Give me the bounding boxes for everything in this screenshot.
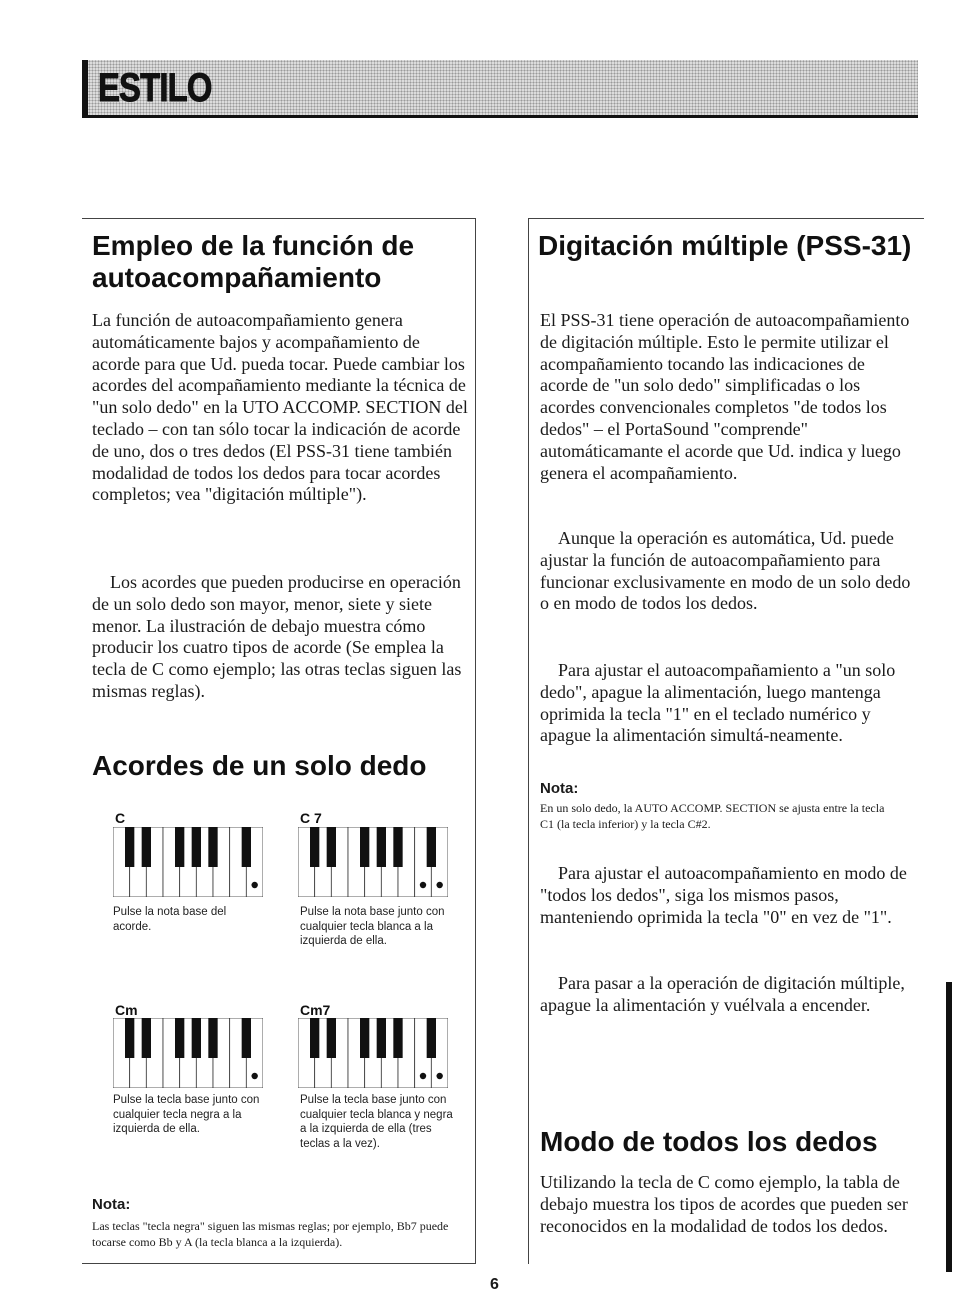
chord-label-cm7: Cm7	[300, 1002, 331, 1018]
pressed-white-key-dot	[420, 1073, 426, 1079]
black-key	[327, 827, 336, 867]
black-key	[175, 827, 184, 867]
black-key	[310, 1018, 319, 1058]
black-key	[192, 1018, 201, 1058]
black-key	[393, 827, 402, 867]
right-heading: Digitación múltiple (PSS-31)	[538, 230, 912, 261]
black-key	[310, 827, 319, 867]
section-header-bar	[82, 60, 918, 118]
right-nota-heading: Nota:	[540, 780, 579, 797]
single-finger-heading: Acordes de un solo dedo	[92, 750, 427, 781]
right-paragraph-4: Para ajustar el autoacompañamiento en modo de "todos los dedos", siga los mismos pasos, manteniendo oprimida la tecla "0" en vez de "1".	[540, 863, 907, 927]
right-paragraph-1: El PSS-31 tiene operación de autoacompañamiento de digitación múltiple. Esto le permite utilizar el acompañamiento tocando las indicaciones de acorde de "un solo dedo" simplificadas o los acordes convencionales completos "de todos los dedos" – el PortaSound "comprende" automáticamante el acorde que Ud. indica y luego genera el acompañamiento.	[540, 310, 910, 483]
header-stripe	[82, 60, 88, 115]
chord-caption-c7: Pulse la nota base junto con cualquier tecla blanca a la izquierda de ella.	[300, 906, 445, 947]
chord-caption-c: Pulse la nota base del acorde.	[113, 906, 227, 933]
chord-caption-cm: Pulse la tecla base junto con cualquier tecla negra a la izquierda de ella.	[113, 1094, 260, 1135]
right-paragraph-6: Utilizando la tecla de C como ejemplo, la tabla de debajo muestra los tipos de acordes que pueden ser reconocidos en la modalidad de todos los dedos.	[540, 1172, 908, 1236]
black-key	[427, 827, 436, 867]
black-key	[142, 1018, 151, 1058]
pressed-white-key-dot	[420, 882, 426, 888]
black-key	[125, 827, 134, 867]
white-keys	[113, 827, 263, 897]
left-paragraph-1: La función de autoacompañamiento genera automáticamente bajos y acompañamiento de acorde para que Ud. pueda tocar. Puede cambiar los acordes del acompañamiento mediante la técnica de "un solo dedo" en la UTO ACCOMP. SECTION del teclado – con tan sólo tocar la indicación de acorde de uno, dos o tres dedos (El PSS-31 tiene también modalidad de todos los dedos para tocar acordes completos; vea "digitación múltiple").	[92, 310, 468, 505]
chord-label-c: C	[115, 810, 126, 826]
black-key	[360, 827, 369, 867]
right-nota-text: En un solo dedo, la AUTO ACCOMP. SECTION se ajusta entre la tecla C1 (la tecla inferior) y la tecla C#2.	[540, 801, 885, 831]
right-paragraph-3: Para ajustar el autoacompañamiento a "un solo dedo", apague la alimentación, luego mantenga oprimida la tecla "1" en el teclado numérico y apague la alimentación simultá-neamente.	[540, 660, 896, 746]
section-title: ESTILO	[98, 66, 212, 110]
white-keys	[113, 1018, 263, 1088]
pressed-key-dots	[251, 882, 257, 888]
black-key	[377, 1018, 386, 1058]
keyboard-diagram-c	[113, 827, 263, 897]
left-nota-heading: Nota:	[92, 1196, 131, 1213]
black-key	[242, 1018, 251, 1058]
black-key	[192, 827, 201, 867]
black-key	[208, 1018, 217, 1058]
black-key	[393, 1018, 402, 1058]
chord-label-c7: C 7	[300, 810, 322, 826]
keyboard-diagram-cm	[113, 1018, 263, 1088]
right-paragraph-5: Para pasar a la operación de digitación múltiple, apague la alimentación y vuélvala a encender.	[540, 973, 905, 1015]
all-fingers-heading: Modo de todos los dedos	[540, 1126, 878, 1157]
keyboard-diagram-c7	[298, 827, 448, 897]
keyboard-diagram-cm7	[298, 1018, 448, 1088]
right-paragraph-2: Aunque la operación es automática, Ud. puede ajustar la función de autoacompañamiento para funcionar exclusivamente en modo de un solo dedo o en modo de todos los dedos.	[540, 528, 911, 614]
pressed-key-dots	[251, 1073, 257, 1079]
black-key	[175, 1018, 184, 1058]
black-key	[427, 1018, 436, 1058]
left-paragraph-2: Los acordes que pueden producirse en operación de un solo dedo son mayor, menor, siete y siete menor. La ilustración de debajo muestra cómo producir los cuatro tipos de acorde (Se emplea la tecla de C como ejemplo; las otras teclas siguen las mismas reglas).	[92, 572, 462, 701]
page-number: 6	[490, 1276, 499, 1293]
chord-caption-cm7: Pulse la tecla base junto con cualquier tecla blanca y negra a la izquierda de ella (tres teclas a la vez).	[300, 1094, 453, 1150]
pressed-white-key-dot	[251, 882, 257, 888]
page-edge-bar	[946, 982, 952, 1272]
pressed-white-key-dot	[251, 1073, 257, 1079]
black-key	[360, 1018, 369, 1058]
black-key	[377, 827, 386, 867]
black-key	[242, 827, 251, 867]
pressed-white-key-dot	[436, 882, 442, 888]
left-nota-text: Las teclas "tecla negra" siguen las mismas reglas; por ejemplo, Bb7 puede tocarse como Bb y A (la tecla blanca a la izquierda).	[92, 1219, 449, 1249]
black-key	[125, 1018, 134, 1058]
chord-label-cm: Cm	[115, 1002, 138, 1018]
left-heading: Empleo de la función de autoacompañamiento	[92, 230, 415, 293]
black-key	[327, 1018, 336, 1058]
black-key	[208, 827, 217, 867]
pressed-white-key-dot	[436, 1073, 442, 1079]
black-key	[142, 827, 151, 867]
